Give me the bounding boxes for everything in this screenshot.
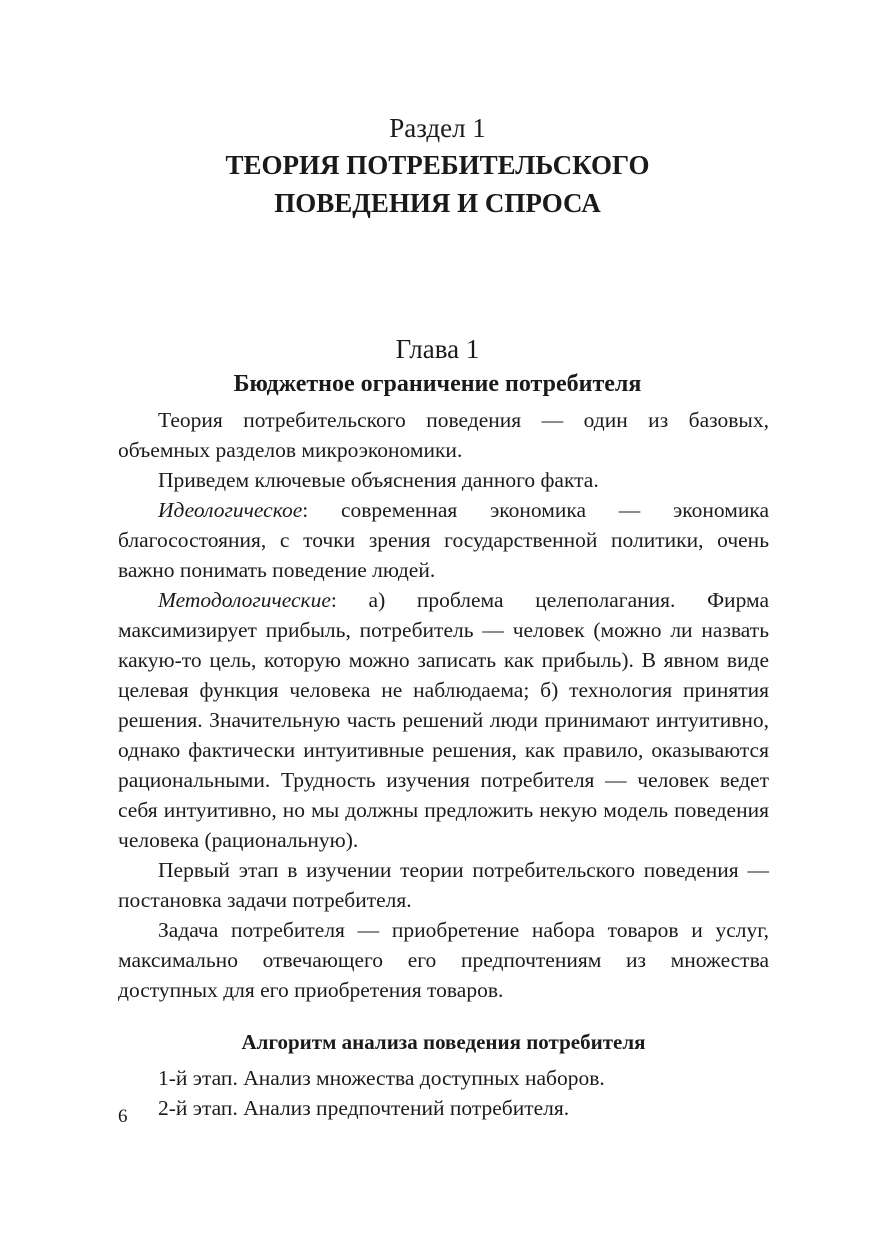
algorithm-step: 1-й этап. Анализ множества доступных наборов. <box>158 1066 605 1090</box>
paragraph-methodological-text: : а) проблема целеполагания. Фирма максимизирует прибыль, потребитель — человек (можно ли назвать какую-то цель, которую можно записать как прибыль). В явном виде целевая функция человека не наблюдаема; б) технология принятия решения. Значительную часть решений люди принимают интуитивно, однако фактически интуитивные решения, как правило, оказываются рациональными. Трудность изучения потребителя — человек ведет себя интуитивно, но мы должны предложить некую модель поведения человека (рациональную). <box>118 588 769 852</box>
paragraph-explanations: Приведем ключевые объяснения данного факта. <box>158 468 599 492</box>
section-title-line-1: ТЕОРИЯ ПОТРЕБИТЕЛЬСКОГО <box>225 150 650 180</box>
section-title-line-2: ПОВЕДЕНИЯ И СПРОСА <box>274 188 601 218</box>
algorithm-heading: Алгоритм анализа поведения потребителя <box>241 1030 646 1054</box>
page-number: 6 <box>118 1106 128 1127</box>
section-header <box>0 110 875 222</box>
section-label: Раздел 1 <box>389 113 486 143</box>
algorithm-step: 2-й этап. Анализ предпочтений потребителя. <box>158 1096 570 1120</box>
chapter-label: Глава 1 <box>395 334 480 364</box>
paragraph-ideological <box>118 495 769 585</box>
paragraph-intro: Теория потребительского поведения — один из базовых, объемных разделов микроэкономики. <box>118 408 769 462</box>
term-ideological: Идеологическое <box>158 498 303 522</box>
chapter-header <box>0 331 875 401</box>
paragraph-ideological-text: : современная экономика — экономика благосостояния, с точки зрения государственной политики, очень важно понимать поведение людей. <box>118 498 769 582</box>
paragraph-consumer-task: Задача потребителя — приобретение набора товаров и услуг, максимально отвечающего его предпочтениям из множества доступных для его приобретения товаров. <box>118 918 769 1002</box>
term-methodological: Методологические <box>158 588 331 612</box>
chapter-title: Бюджетное ограничение потребителя <box>233 371 642 397</box>
paragraph-methodological <box>118 585 769 855</box>
paragraph-first-stage: Первый этап в изучении теории потребительского поведения — постановка задачи потребителя. <box>118 858 769 912</box>
chapter-body <box>118 405 769 1123</box>
